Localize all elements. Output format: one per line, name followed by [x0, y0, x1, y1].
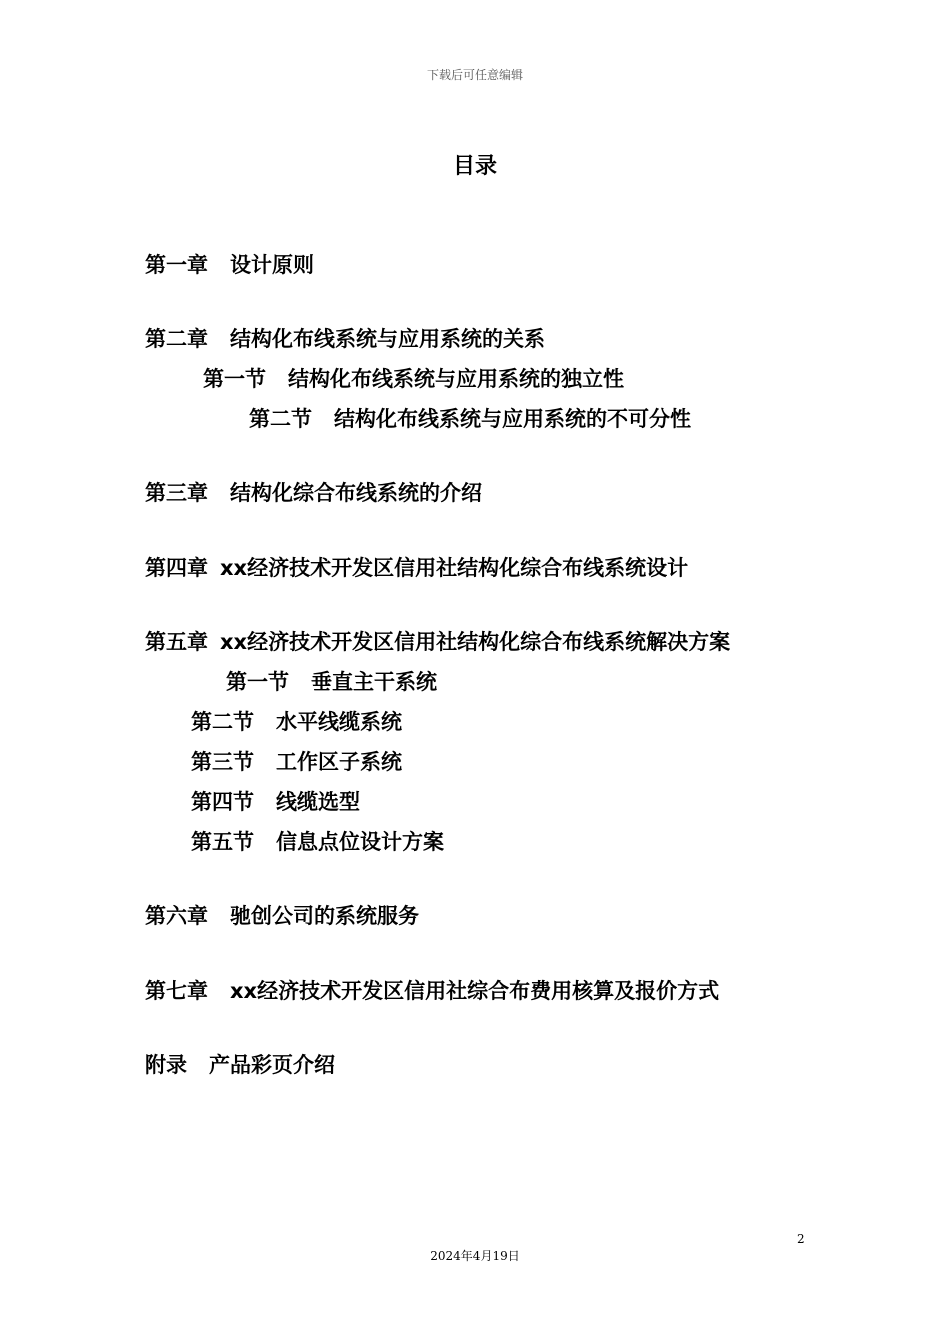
toc-entry-text: 结构化布线系统与应用系统的独立性: [288, 367, 624, 391]
toc-entry-number: 第五节: [191, 830, 254, 854]
toc-entry-number: 第六章: [145, 904, 208, 928]
toc-entry-chapter-7: [145, 976, 719, 1006]
toc-entry-number: 第二节: [249, 407, 312, 431]
toc-entry-number: 第五章: [145, 630, 208, 654]
toc-entry-text: 工作区子系统: [276, 750, 402, 774]
toc-entry-text: 信息点位设计方案: [276, 830, 444, 854]
toc-entry-text: 线缆选型: [276, 790, 360, 814]
toc-title: 目录: [452, 154, 497, 179]
toc-entry-appendix: [145, 1050, 335, 1080]
toc-entry-number: 第一节: [226, 670, 289, 694]
toc-entry-chapter-2: [145, 324, 545, 354]
toc-entry-text: xx经济技术开发区信用社综合布费用核算及报价方式: [230, 979, 720, 1003]
toc-entry-number: 第二节: [191, 710, 254, 734]
toc-entry-chapter-5: [145, 627, 730, 657]
toc-entry-chapter-6: [145, 901, 419, 931]
toc-entry-ch2-section-1: [203, 364, 624, 394]
toc-entry-text: 产品彩页介绍: [209, 1053, 335, 1077]
toc-entry-text: 设计原则: [230, 253, 314, 277]
toc-entry-text: 垂直主干系统: [311, 670, 437, 694]
toc-entry-ch5-section-2: [191, 707, 402, 737]
toc-entry-text: xx经济技术开发区信用社结构化综合布线系统解决方案: [220, 630, 731, 654]
toc-entry-text: 水平线缆系统: [276, 710, 402, 734]
toc-entry-number: 第三章: [145, 481, 208, 505]
toc-entry-number: 第一章: [145, 253, 208, 277]
toc-entry-text: 结构化布线系统与应用系统的不可分性: [334, 407, 691, 431]
toc-entry-text: 结构化综合布线系统的介绍: [230, 481, 482, 505]
toc-entry-ch5-section-3: [191, 747, 402, 777]
footer-date: 2024年4月19日: [430, 1249, 520, 1263]
toc-entry-ch5-section-4: [191, 787, 360, 817]
header-note: 下载后可任意编辑: [426, 68, 523, 82]
toc-entry-chapter-4: [145, 553, 688, 583]
toc-entry-chapter-1: [145, 250, 314, 280]
toc-entry-number: 第一节: [203, 367, 266, 391]
toc-entry-ch2-section-2: [249, 404, 691, 434]
page-number: 2: [797, 1232, 805, 1246]
toc-entry-text: 结构化布线系统与应用系统的关系: [230, 327, 545, 351]
toc-entry-text: xx经济技术开发区信用社结构化综合布线系统设计: [220, 556, 689, 580]
toc-entry-ch5-section-5: [191, 827, 444, 857]
toc-entry-chapter-3: [145, 478, 482, 508]
toc-entry-text: 驰创公司的系统服务: [230, 904, 419, 928]
toc-entry-number: 第四章: [145, 556, 208, 580]
toc-entry-number: 第七章: [145, 979, 208, 1003]
toc-entry-number: 附录: [145, 1053, 187, 1077]
toc-entry-ch5-section-1: [226, 667, 437, 697]
toc-entry-number: 第三节: [191, 750, 254, 774]
toc-entry-number: 第四节: [191, 790, 254, 814]
toc-entry-number: 第二章: [145, 327, 208, 351]
